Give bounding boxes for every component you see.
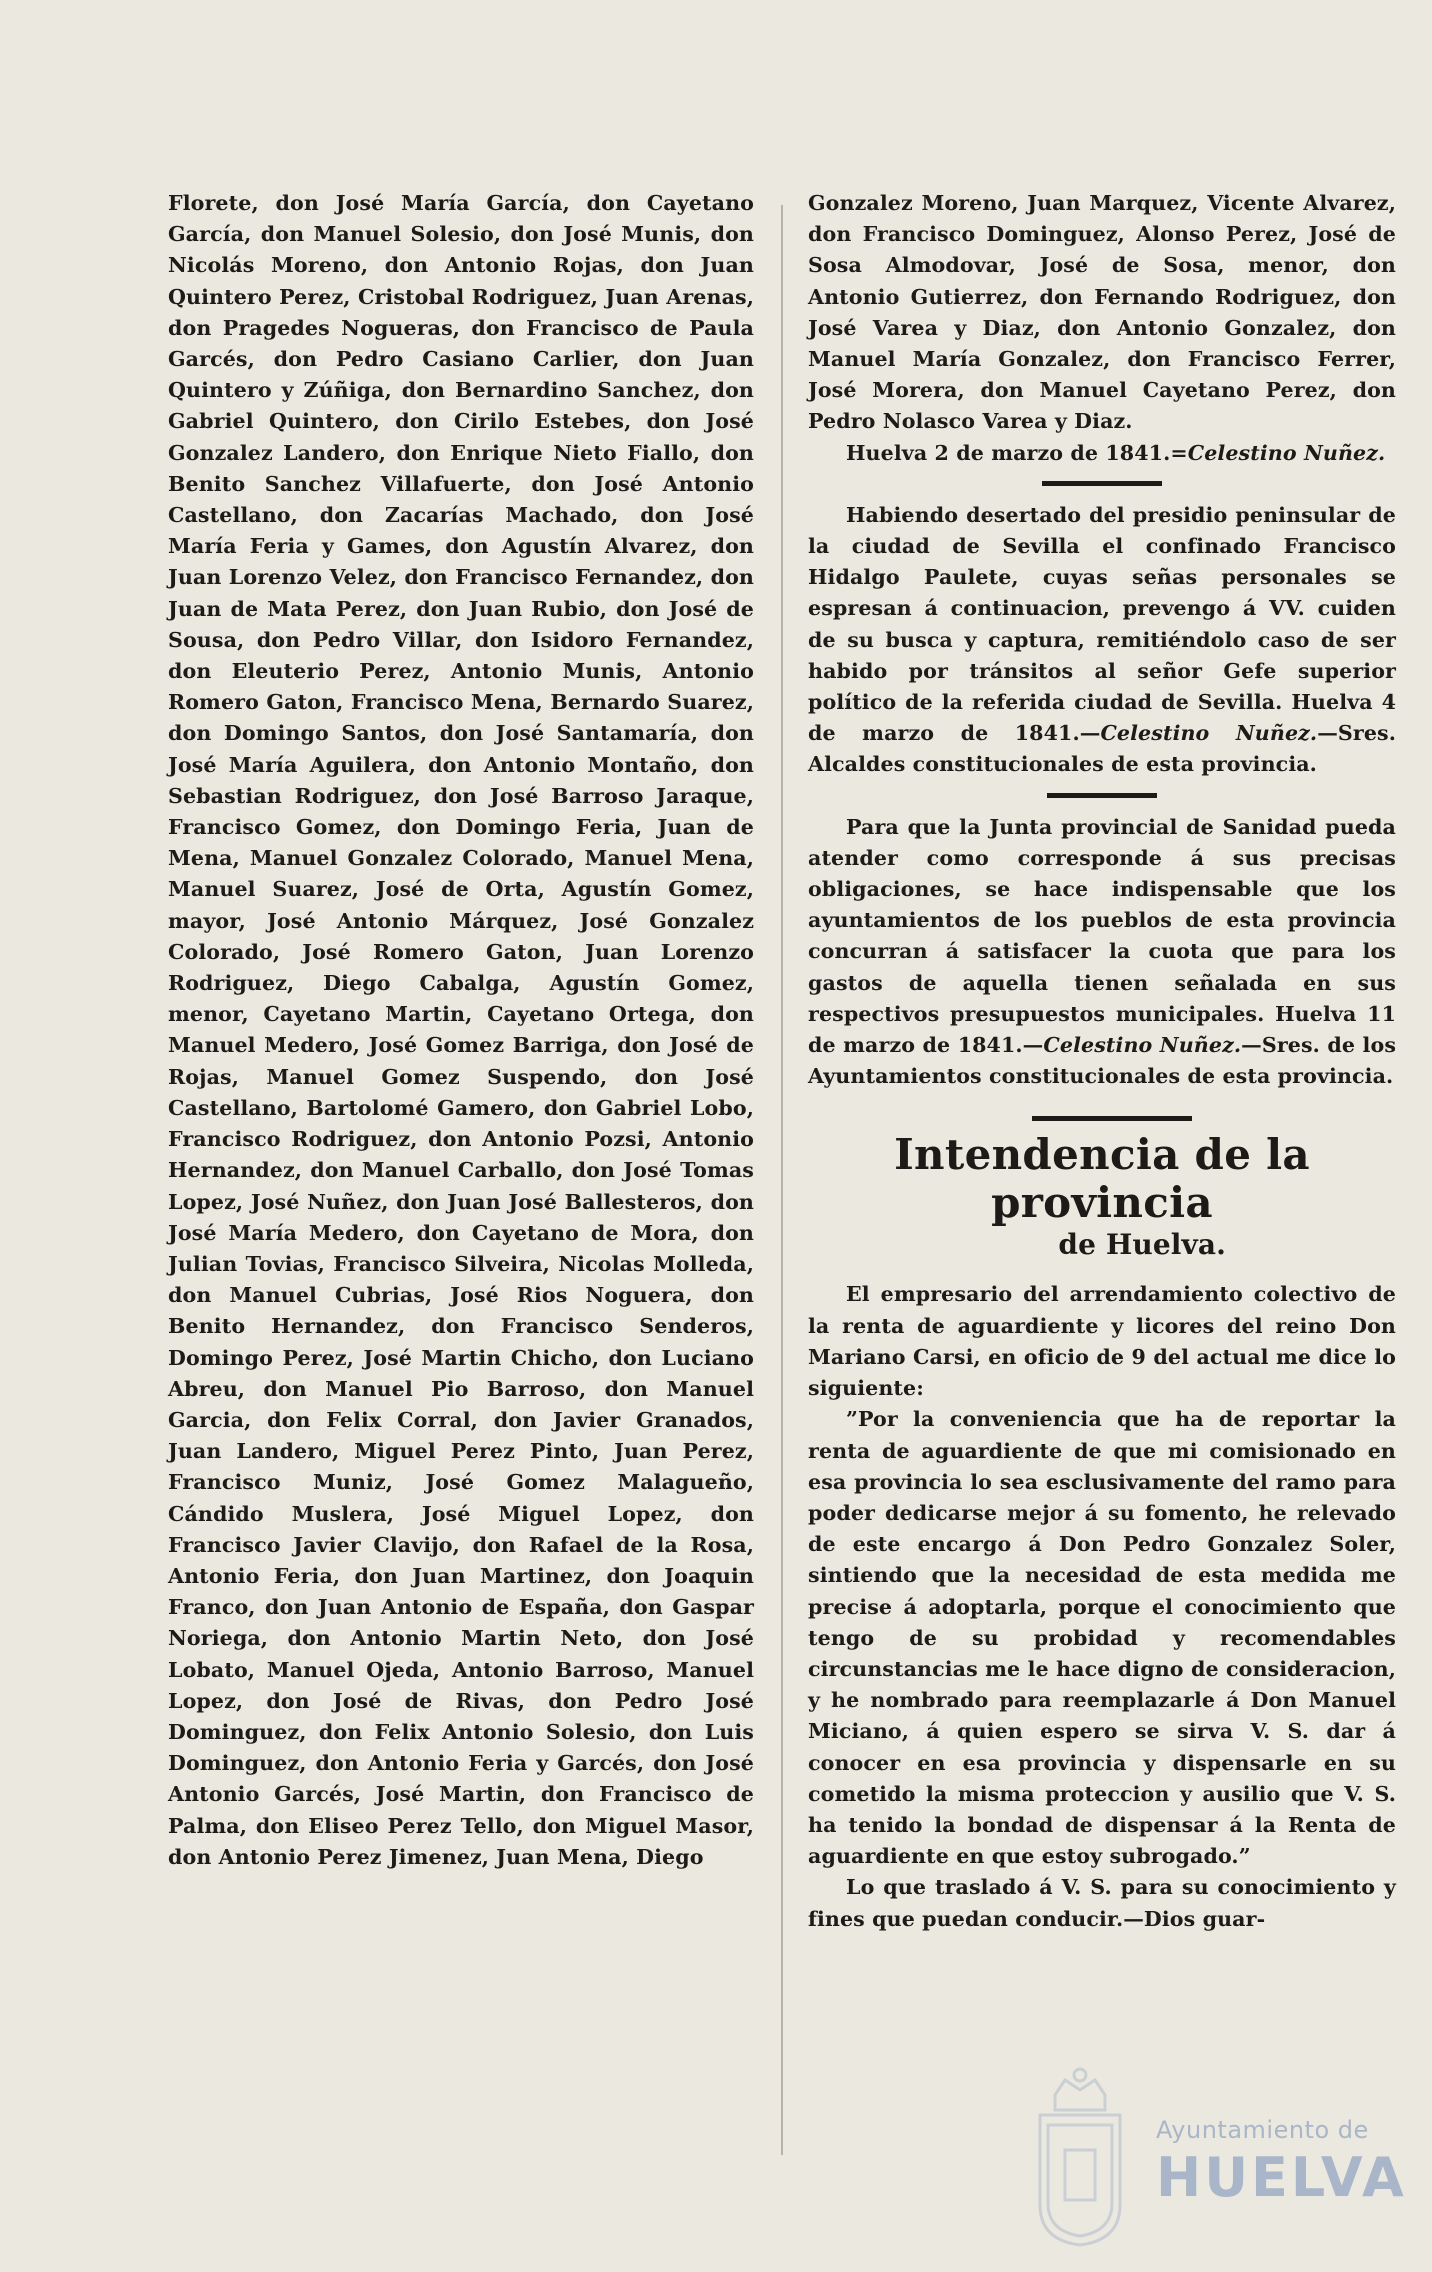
desertion-notice <box>808 500 1396 781</box>
sanidad-notice-text: Para que la Junta provincial de Sanidad pueda atender como corresponde á sus precisas obligaciones, se hace indispensable que los ayuntamientos de los pueblos de esta provincia concurran á satisfacer la cuota que para los gastos de aquella tienen señalada en sus respectivos presupuestos municipales. Huelva 11 de marzo de 1841.— <box>808 814 1396 1058</box>
desertion-notice-signature: Celestino Nuñez. <box>1100 721 1318 746</box>
watermark-text-top: Ayuntamiento de <box>1156 2116 1369 2144</box>
dateline-text: Huelva 2 de marzo de 1841. <box>846 440 1171 465</box>
desertion-notice-text: Habiendo desertado del presidio peninsular de la ciudad de Sevilla el confinado Francisco Hidalgo Paulete, cuyas señas personales se espresan á continuacion, prevengo á VV. cuiden de su busca y captura, remitiéndolo caso de ser habido por tránsitos al señor Gefe superior político de la referida ciudad de Sevilla. Huelva 4 de marzo de 1841.— <box>808 502 1396 746</box>
name-list-paragraph: Florete, don José María García, don Cayetano García, don Manuel Solesio, don José Munis, don Nicolás Moreno, don Antonio Rojas, don Juan Quintero Perez, Cristobal Rodriguez, Juan Arenas, don Pragedes Nogueras, don Francisco de Paula Garcés, don Pedro Casiano Carlier, don Juan Quintero y Zúñiga, don Bernardino Sanchez, don Gabriel Quintero, don Cirilo Estebes, don José Gonzalez Landero, don Enrique Nieto Fiallo, don Benito Sanchez Villafuerte, don José Antonio Castellano, don Zacarías Machado, don José María Feria y Games, don Agustín Alvarez, don Juan Lorenzo Velez, don Francisco Fernandez, don Juan de Mata Perez, don Juan Rubio, don José de Sousa, don Pedro Villar, don Isidoro Fernandez, don Eleuterio Perez, Antonio Munis, Antonio Romero Gaton, Francisco Mena, Bernardo Suarez, don Domingo Santos, don José Santamaría, don José María Aguilera, don Antonio Montaño, don Sebastian Rodriguez, don José Barroso Jaraque, Francisco Gomez, don Domingo Feria, Juan de Mena, Manuel Gonzalez Colorado, Manuel Mena, Manuel Suarez, José de Orta, Agustín Gomez, mayor, José Antonio Márquez, José Gonzalez Colorado, José Romero Gaton, Juan Lorenzo Rodriguez, Diego Cabalga, Agustín Gomez, menor, Cayetano Martin, Cayetano Ortega, don Manuel Medero, José Gomez Barriga, don José de Rojas, Manuel Gomez Suspendo, don José Castellano, Bartolomé Gamero, don Gabriel Lobo, Francisco Rodriguez, don Antonio Pozsi, Antonio Hernandez, don Manuel Carballo, don José Tomas Lopez, José Nuñez, don Juan José Ballesteros, don José María Medero, don Cayetano de Mora, don Julian Tovias, Francisco Silveira, Nicolas Molleda, don Manuel Cubrias, José Rios Noguera, don Benito Hernandez, don Francisco Senderos, Domingo Perez, José Martin Chicho, don Luciano Abreu, don Manuel Pio Barroso, don Manuel Garcia, don Felix Corral, don Javier Granados, Juan Landero, Miguel Perez Pinto, Juan Perez, Francisco Muniz, José Gomez Malagueño, Cándido Muslera, José Miguel Lopez, don Francisco Javier Clavijo, don Rafael de la Rosa, Antonio Feria, don Juan Martinez, don Joaquin Franco, don Juan Antonio de España, don Gaspar Noriega, don Antonio Martin Neto, don José Lobato, Manuel Ojeda, Antonio Barroso, Manuel Lopez, don José de Rivas, don Pedro José Dominguez, don Felix Antonio Solesio, don Luis Dominguez, don Antonio Feria y Garcés, don José Antonio Garcés, José Martin, don Francisco de Palma, don Eliseo Perez Tello, don Miguel Masor, don Antonio Perez Jimenez, Juan Mena, Diego <box>168 191 754 1869</box>
sanidad-notice-addressee: —Sres. de los Ayuntamientos constitucionales de esta provincia. <box>808 1033 1397 1089</box>
name-list-continuation: Gonzalez Moreno, Juan Marquez, Vicente Alvarez, don Francisco Dominguez, Alonso Perez, José de Sosa Almodovar, José de Sosa, menor, don Antonio Gutierrez, don Fernando Rodriguez, don José Varea y Diaz, don Antonio Gonzalez, don Manuel María Gonzalez, don Francisco Ferrer, José Morera, don Manuel Cayetano Perez, don Pedro Nolasco Varea y Diaz. <box>808 191 1396 434</box>
column-divider <box>781 205 783 2155</box>
separator-rule <box>1042 481 1162 486</box>
sanidad-notice <box>808 812 1396 1093</box>
signature: =Celestino Nuñez. <box>1170 440 1386 465</box>
sanidad-notice-signature: Celestino Nuñez. <box>1043 1033 1242 1058</box>
section-subheading: de Huelva. <box>1058 1228 1226 1262</box>
intendencia-intro: El empresario del arrendamiento colectivo de la renta de aguardiente y licores del reino Don Mariano Carsi, en oficio de 9 del actual me dice lo siguiente: <box>808 1282 1396 1401</box>
dateline <box>808 438 1396 469</box>
intendencia-closing: Lo que traslado á V. S. para su conocimiento y fines que puedan conducir.—Dios guar- <box>808 1875 1396 1931</box>
intendencia-quote: ”Por la conveniencia que ha de reportar la renta de aguardiente de que mi comisionado en esa provincia lo sea esclusivamente del ramo para poder dedicarse mejor á su fomento, he relevado de este encargo á Don Pedro Gonzalez Soler, sintiendo que la necesidad de esta medida me precise á adoptarla, porque el conocimiento que tengo de su probidad y recomendables circunstancias me le hace digno de consideracion, y he nombrado para reemplazarle á Don Manuel Miciano, á quien espero se sirva V. S. dar á conocer en esa provincia y dispensarle en su cometido la misma proteccion y ausilio que V. S. ha tenido la bondad de dispensar á la Renta de aguardiente en que estoy subrogado.” <box>808 1407 1396 1869</box>
right-column <box>808 188 1396 1935</box>
section-heading: Intendencia de la provincia <box>894 1130 1310 1228</box>
section-rule <box>1032 1116 1192 1121</box>
desertion-notice-addressee: —Sres. Alcaldes constitucionales de esta provincia. <box>808 721 1397 777</box>
watermark-text-bottom: HUELVA <box>1156 2146 1407 2209</box>
left-column <box>168 188 754 1873</box>
separator-rule <box>1047 793 1157 798</box>
